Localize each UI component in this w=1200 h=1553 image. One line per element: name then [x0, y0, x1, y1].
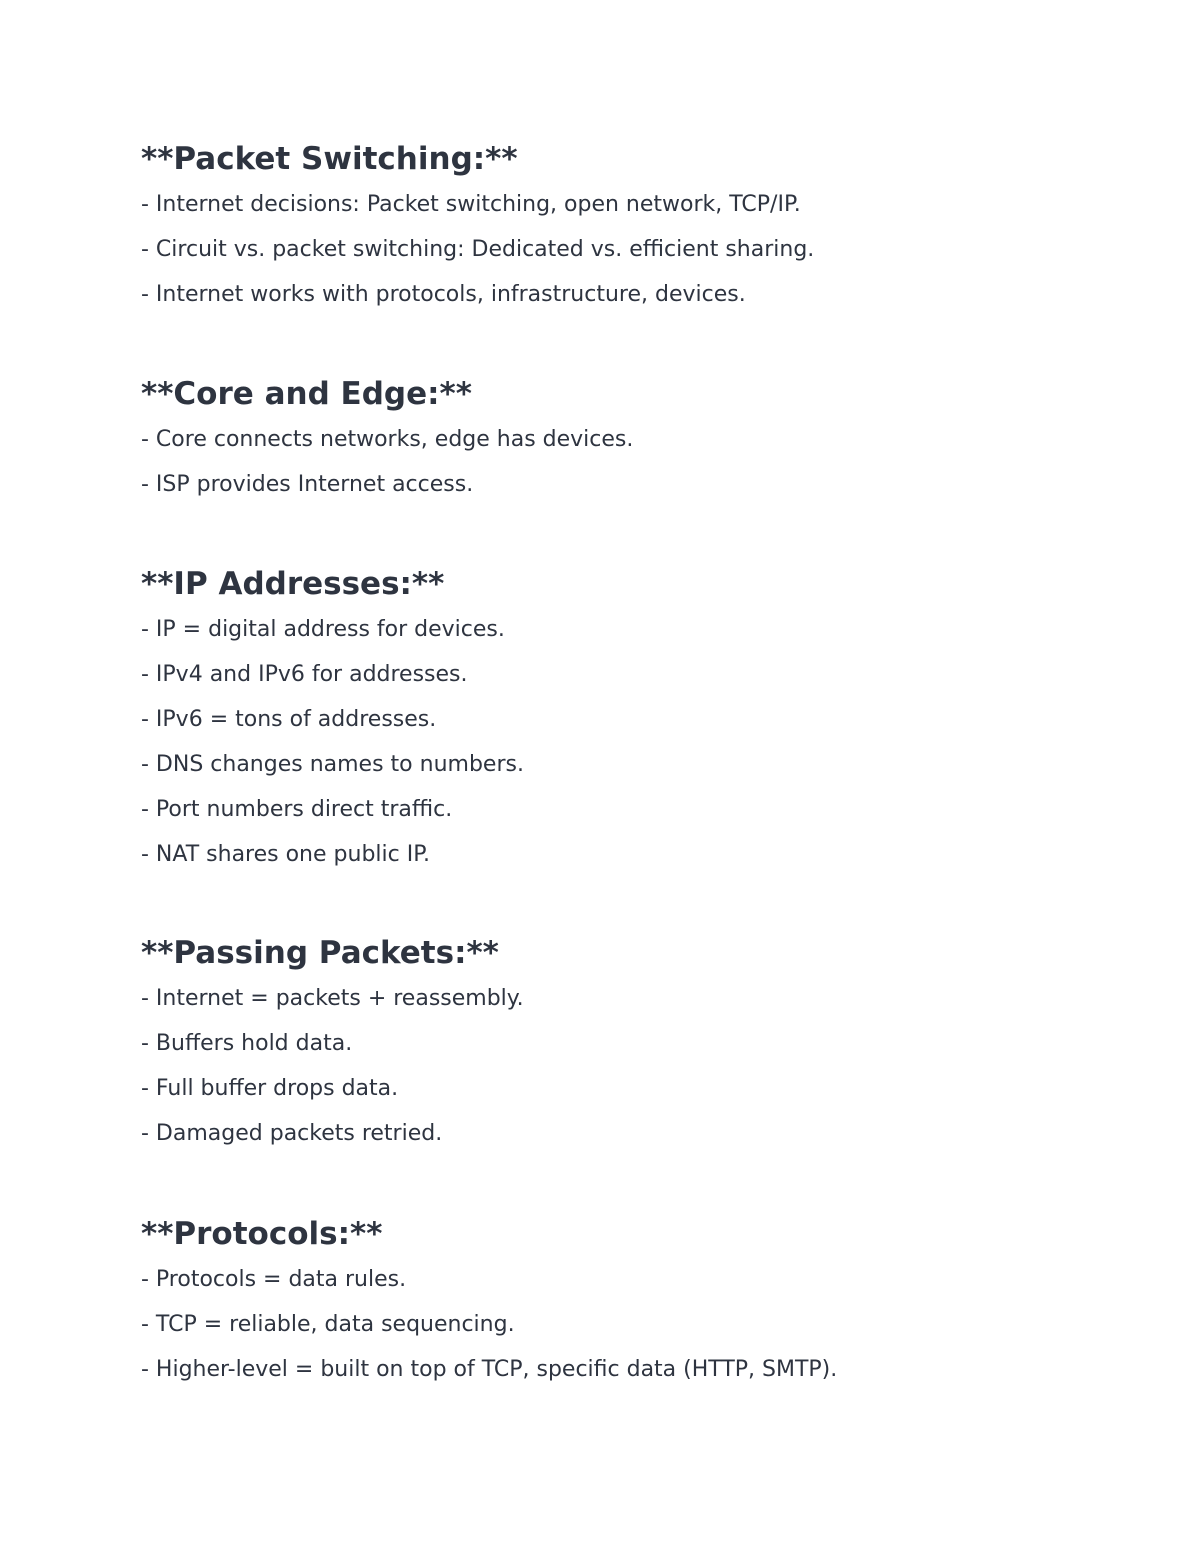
- list-item: - Internet = packets + reassembly.: [141, 986, 524, 1011]
- section-packet-switching: [141, 141, 1101, 309]
- list-item: - ISP provides Internet access.: [141, 472, 474, 497]
- list-item: - Buffers hold data.: [141, 1031, 353, 1056]
- bullet-list: [141, 426, 1101, 499]
- list-item: - Damaged packets retried.: [141, 1121, 443, 1146]
- bullet-list: [141, 616, 1101, 869]
- list-item: - Protocols = data rules.: [141, 1267, 407, 1292]
- section-heading: **Core and Edge:**: [141, 376, 472, 412]
- list-item: - Port numbers direct traffic.: [141, 797, 453, 822]
- section-protocols: [141, 1216, 1101, 1384]
- section-heading: **Protocols:**: [141, 1216, 383, 1252]
- section-heading: **Passing Packets:**: [141, 935, 499, 971]
- list-item: - TCP = reliable, data sequencing.: [141, 1312, 515, 1337]
- list-item: - Full buffer drops data.: [141, 1076, 399, 1101]
- list-item: - IP = digital address for devices.: [141, 617, 505, 642]
- list-item: - Core connects networks, edge has devices.: [141, 427, 634, 452]
- bullet-list: [141, 191, 1101, 309]
- list-item: - DNS changes names to numbers.: [141, 752, 524, 777]
- list-item: - Higher-level = built on top of TCP, specific data (HTTP, SMTP).: [141, 1357, 838, 1382]
- section-core-and-edge: [141, 376, 1101, 499]
- section-heading: **Packet Switching:**: [141, 141, 518, 177]
- list-item: - NAT shares one public IP.: [141, 842, 431, 867]
- section-passing-packets: [141, 935, 1101, 1148]
- list-item: - IPv4 and IPv6 for addresses.: [141, 662, 468, 687]
- list-item: - Internet decisions: Packet switching, open network, TCP/IP.: [141, 192, 801, 217]
- list-item: - IPv6 = tons of addresses.: [141, 707, 437, 732]
- section-heading: **IP Addresses:**: [141, 566, 445, 602]
- list-item: - Internet works with protocols, infrastructure, devices.: [141, 282, 746, 307]
- bullet-list: [141, 1266, 1101, 1384]
- list-item: - Circuit vs. packet switching: Dedicated vs. efficient sharing.: [141, 237, 815, 262]
- section-ip-addresses: [141, 566, 1101, 869]
- bullet-list: [141, 985, 1101, 1148]
